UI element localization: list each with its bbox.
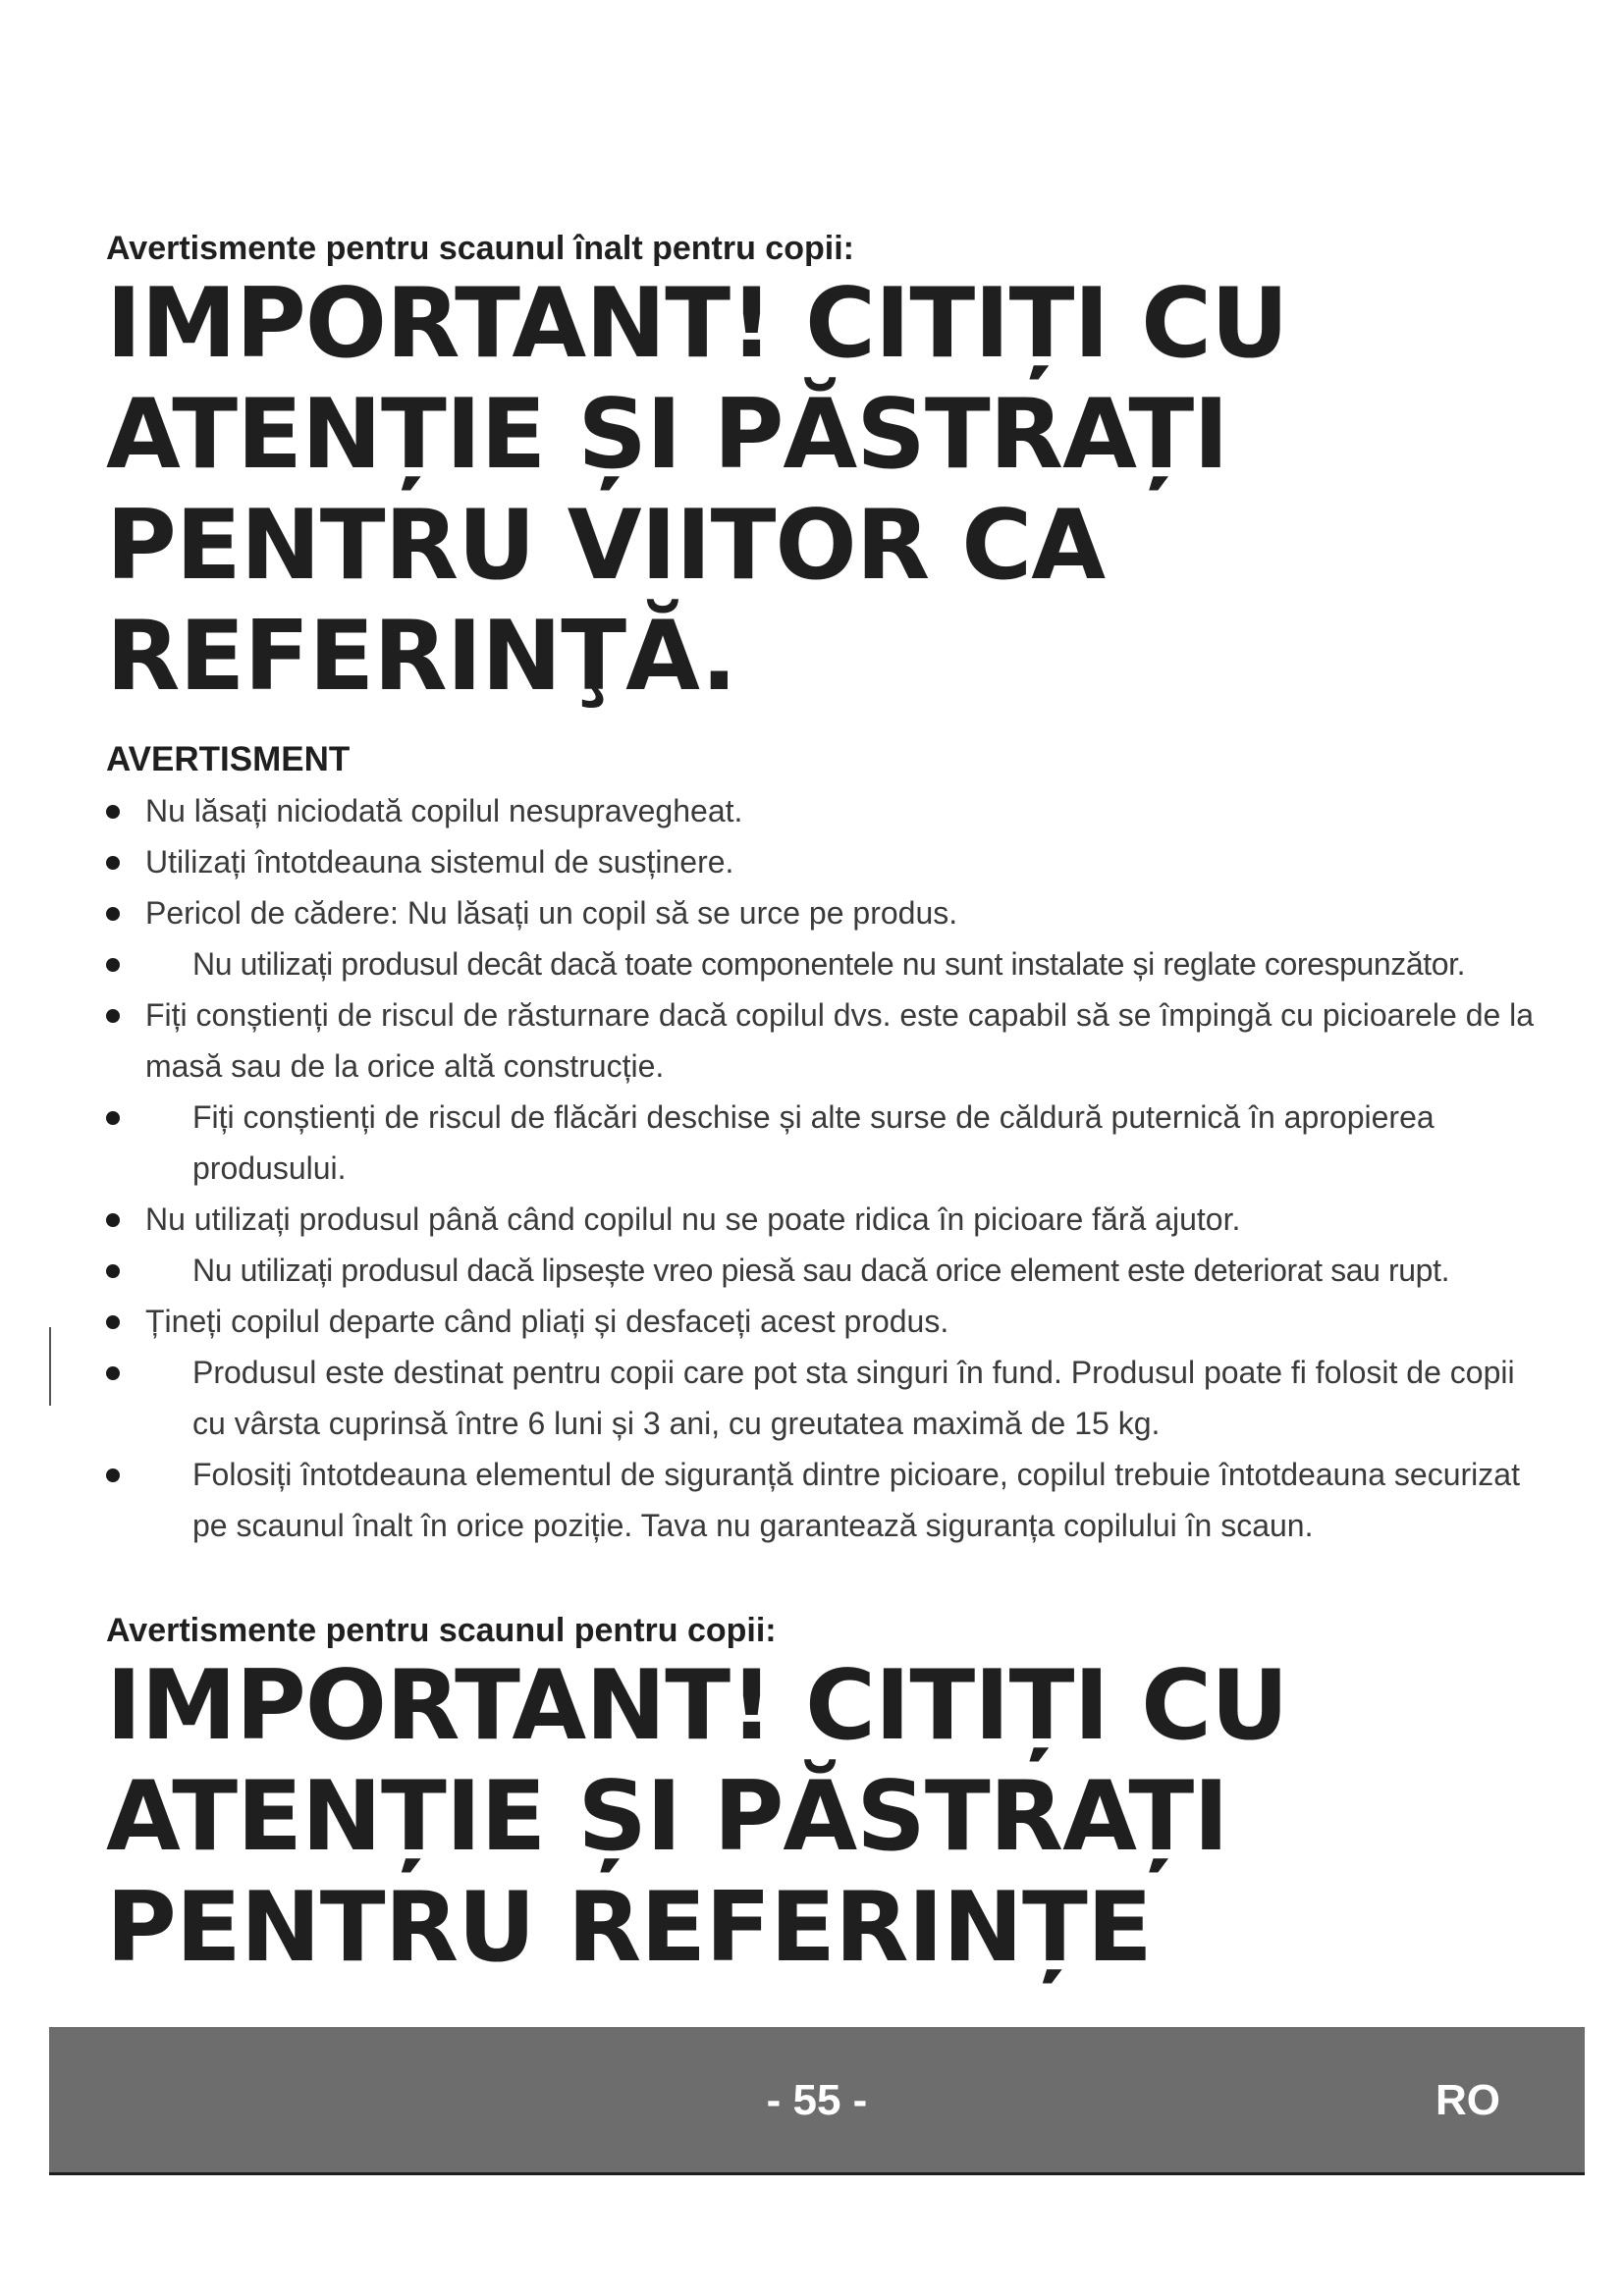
heading-line: REFERINŢĂ.	[106, 601, 736, 713]
warning-item	[106, 1245, 1549, 1296]
bullet-icon	[106, 1366, 120, 1380]
warning-text: Nu utilizați produsul până când copilul nu se poate ridica în picioare fără ajutor.	[145, 1201, 1241, 1237]
page-content	[106, 228, 1549, 1984]
bullet-icon	[106, 1009, 120, 1023]
warning-subheading: AVERTISMENT	[106, 740, 351, 778]
warning-item	[106, 1194, 1549, 1245]
warning-item	[106, 1296, 1549, 1347]
warning-text: Folosiți întotdeauna elementul de siguranță dintre picioare, copilul trebuie întotdeauna securizat pe scaunul înalt în orice poziție. Tava nu garantează siguranța copilului în scaun.	[192, 1457, 1520, 1543]
warning-text: Fiți conștienți de riscul de răsturnare dacă copilul dvs. este capabil să se împingă cu picioarele de la masă sau de la orice altă construcție.	[145, 997, 1535, 1084]
bullet-icon	[106, 958, 120, 972]
language-code: RO	[1435, 2076, 1500, 2124]
heading-line: PENTRU VIITOR CA	[106, 490, 1106, 602]
warning-item	[106, 1092, 1549, 1194]
heading-line: ATENȚIE ȘI PĂSTRAȚI	[106, 1761, 1228, 1873]
important-heading-high-chair	[106, 269, 1549, 713]
section-label-high-chair: Avertismente pentru scaunul înalt pentru copii:	[106, 230, 854, 267]
bullet-icon	[106, 1315, 120, 1329]
warning-text: Utilizați întotdeauna sistemul de susținere.	[145, 844, 734, 880]
warning-text: Produsul este destinat pentru copii care pot sta singuri în fund. Produsul poate fi folosit de copii cu vârsta cuprinsă între 6 luni și 3 ani, cu greutatea maximă de 15 kg.	[192, 1355, 1515, 1441]
warning-item	[106, 887, 1549, 938]
page-edge-mark	[49, 1327, 51, 1406]
heading-line: PENTRU REFERINȚE	[106, 1872, 1152, 1984]
bullet-icon	[106, 907, 120, 921]
important-heading-chair	[106, 1651, 1549, 1984]
heading-line: ATENȚIE ȘI PĂSTRAȚI	[106, 379, 1228, 491]
warning-item	[106, 1449, 1549, 1551]
warning-text: Nu utilizați produsul dacă lipsește vreo piesă sau dacă orice element este deteriorat sau rupt.	[192, 1253, 1450, 1288]
chair-warning-section	[106, 1610, 1549, 1984]
warning-item	[106, 1347, 1549, 1449]
bullet-icon	[106, 1468, 120, 1482]
warning-item	[106, 836, 1549, 887]
bullet-icon	[106, 1213, 120, 1227]
warning-list	[106, 785, 1549, 1551]
footer-bar	[49, 2027, 1585, 2175]
section-label-chair: Avertismente pentru scaunul pentru copii:	[106, 1612, 777, 1649]
bullet-icon	[106, 805, 120, 819]
bullet-icon	[106, 856, 120, 870]
warning-item	[106, 989, 1549, 1092]
page-number: - 55 -	[766, 2076, 868, 2124]
warning-text: Nu utilizați produsul decât dacă toate componentele nu sunt instalate și reglate corespunzător.	[192, 946, 1466, 982]
bullet-icon	[106, 1111, 120, 1125]
warning-text: Țineți copilul departe când pliați și desfaceți acest produs.	[145, 1304, 949, 1339]
warning-item	[106, 938, 1549, 989]
warning-text: Pericol de cădere: Nu lăsați un copil să se urce pe produs.	[145, 895, 958, 931]
heading-line: IMPORTANT! CITIȚI CU	[106, 1650, 1288, 1762]
bullet-icon	[106, 1264, 120, 1278]
warning-text: Fiți conștienți de riscul de flăcări deschise și alte surse de căldură puternică în apropierea produsului.	[192, 1099, 1435, 1186]
warning-text: Nu lăsați niciodată copilul nesupravegheat.	[145, 793, 743, 828]
warning-item	[106, 785, 1549, 836]
heading-line: IMPORTANT! CITIȚI CU	[106, 268, 1288, 380]
